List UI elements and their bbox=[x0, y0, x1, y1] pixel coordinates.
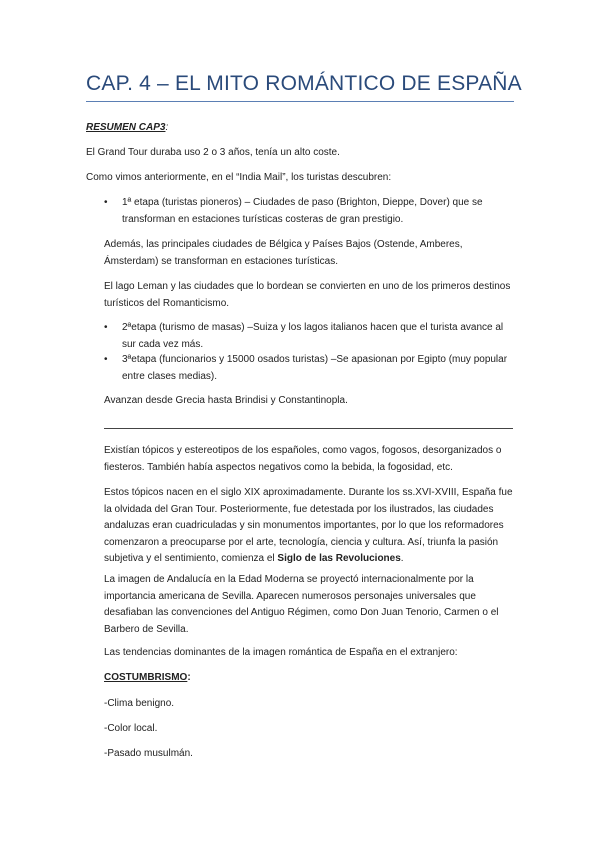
list-item-clima: -Clima benigno. bbox=[104, 698, 175, 709]
paragraph-text: . bbox=[400, 553, 404, 564]
paragraph-belgica bbox=[104, 237, 463, 270]
paragraph-line: comenzaron a preocuparse por el arte, tecnología, ciencia y cultura. Así, triunfa la pasión bbox=[104, 536, 499, 548]
paragraph-topicos bbox=[104, 443, 501, 476]
bullet-item-line: transforman en estaciones turísticas costeras de gran prestigio. bbox=[122, 213, 404, 225]
paragraph-line: andaluzas eran cuadriculadas y sin monumentos importantes, por lo que los reformadores bbox=[104, 520, 504, 531]
paragraph-line: Ámsterdam) se transforman en estaciones turísticas. bbox=[104, 255, 338, 267]
bold-term-siglo-revoluciones: Siglo de las Revoluciones bbox=[277, 553, 401, 564]
bullet-item-etapa-1 bbox=[122, 195, 483, 228]
bullet-item-line: 1ª etapa (turistas pioneros) – Ciudades de paso (Brighton, Dieppe, Dover) que se bbox=[122, 197, 483, 208]
summary-heading-text: RESUMEN CAP3 bbox=[86, 122, 166, 133]
bullet-marker: • bbox=[104, 322, 108, 333]
horizontal-divider bbox=[104, 428, 513, 429]
summary-heading-colon: : bbox=[165, 122, 169, 133]
paragraph-line: Además, las principales ciudades de Bélgica y Países Bajos (Ostende, Amberes, bbox=[104, 239, 463, 250]
paragraph-line: Barbero de Sevilla. bbox=[104, 623, 189, 635]
bullet-item-etapa-2 bbox=[122, 320, 503, 353]
bullet-item-line: 2ªetapa (turismo de masas) –Suiza y los lagos italianos hacen que el turista avance al bbox=[122, 322, 504, 333]
paragraph-line: la olvidada del Gran Tour. Posteriormente, fue detestada por los ilustrados, las ciudades bbox=[104, 503, 494, 515]
summary-heading bbox=[86, 120, 168, 137]
paragraph-tendencias: Las tendencias dominantes de la imagen romántica de España en el extranjero: bbox=[104, 647, 458, 658]
bullet-item-line: entre clases medias). bbox=[122, 370, 218, 382]
paragraph-line: turísticos del Romanticismo. bbox=[104, 297, 230, 309]
section-heading-text: COSTUMBRISMO bbox=[104, 672, 188, 683]
paragraph-grand-tour: El Grand Tour duraba uso 2 o 3 años, tenía un alto coste. bbox=[86, 147, 340, 158]
paragraph-lago-leman bbox=[104, 279, 510, 312]
list-item-pasado: -Pasado musulmán. bbox=[104, 748, 193, 759]
paragraph-text: subjetiva y el sentimiento, comienza el bbox=[104, 553, 278, 564]
bullet-item-line: sur cada vez más. bbox=[122, 338, 204, 350]
bullet-marker: • bbox=[104, 354, 108, 365]
paragraph-line: El lago Leman y las ciudades que lo bordean se convierten en uno de los primeros destinos bbox=[104, 281, 511, 292]
paragraph-line bbox=[104, 551, 513, 568]
bullet-marker: • bbox=[104, 197, 108, 208]
section-heading bbox=[104, 670, 191, 687]
paragraph-line: fiesteros. También había aspectos negativos como la bebida, la fogosidad, etc. bbox=[104, 461, 453, 473]
paragraph-line: desafiaban las convenciones del Antiguo Régimen, como Don Juan Tenorio, Carmen o el bbox=[104, 607, 499, 618]
paragraph-line: importancia americana de Sevilla. Aparecen numerosos personajes universales que bbox=[104, 590, 476, 602]
paragraph-grecia: Avanzan desde Grecia hasta Brindisi y Constantinopla. bbox=[104, 395, 348, 406]
section-heading-colon: : bbox=[187, 672, 191, 683]
title-underline bbox=[86, 101, 514, 102]
page-title: CAP. 4 – EL MITO ROMÁNTICO DE ESPAÑA bbox=[86, 72, 522, 95]
bullet-item-line: 3ªetapa (funcionarios y 15000 osados turistas) –Se apasionan por Egipto (muy popular bbox=[122, 354, 508, 365]
paragraph-india-mail: Como vimos anteriormente, en el “India Mail”, los turistas descubren: bbox=[86, 172, 392, 183]
paragraph-siglo-xix bbox=[104, 485, 513, 568]
paragraph-line: Estos tópicos nacen en el siglo XIX aproximadamente. Durante los ss.XVI-XVIII, España fue bbox=[104, 487, 513, 498]
bullet-item-etapa-3 bbox=[122, 352, 507, 385]
list-item-color: -Color local. bbox=[104, 723, 158, 734]
paragraph-andalucia bbox=[104, 572, 499, 638]
paragraph-line: Existían tópicos y estereotipos de los españoles, como vagos, fogosos, desorganizados o bbox=[104, 445, 502, 456]
paragraph-line: La imagen de Andalucía en la Edad Moderna se proyectó internacionalmente por la bbox=[104, 574, 474, 585]
